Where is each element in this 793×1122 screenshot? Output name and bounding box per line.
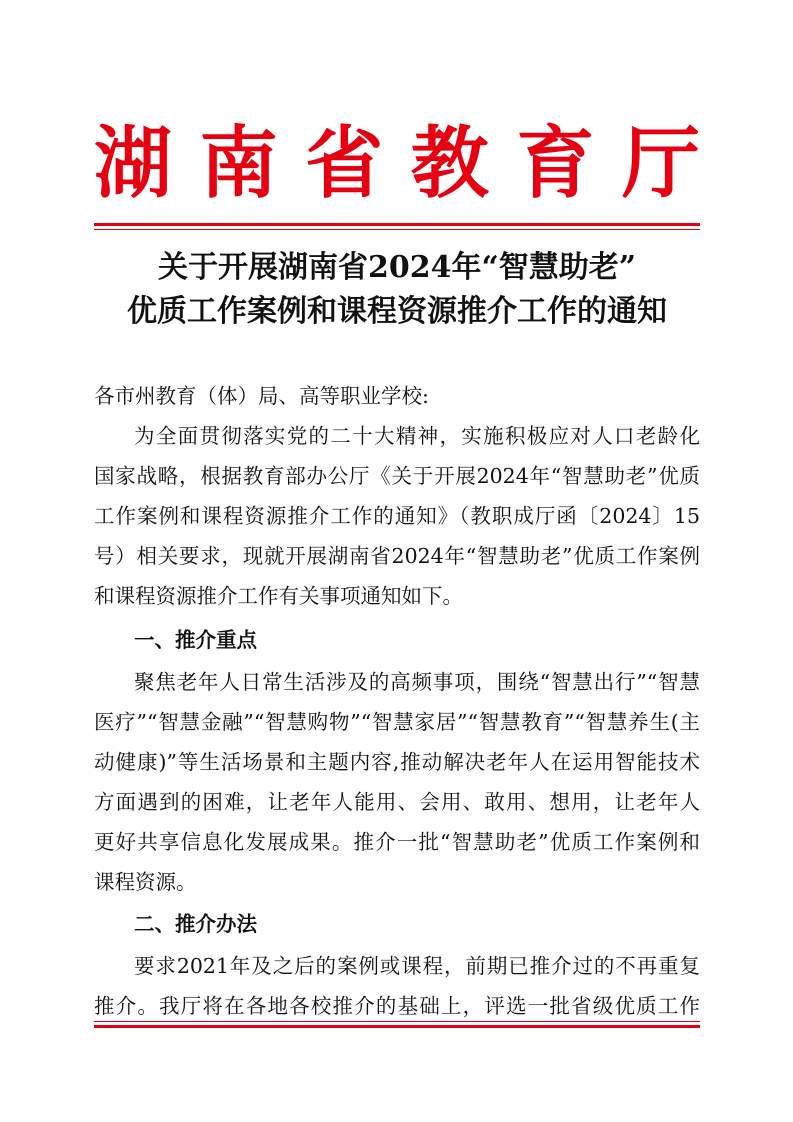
masthead-char: 省 — [305, 119, 384, 209]
red-header-rule-thick — [94, 223, 700, 226]
section-2-line: 要求2021年及之后的案例或课程，前期已推介过的不再重复 — [134, 954, 700, 978]
red-header-rule-thin — [94, 229, 700, 230]
red-footer-rule-thin — [94, 1021, 700, 1022]
section-1-line: 医疗”“智慧金融”“智慧购物”“智慧家居”“智慧教育”“智慧养生(主 — [94, 710, 700, 734]
masthead-char: 南 — [199, 119, 278, 209]
section-1-line: 更好共享信息化发展成果。推介一批“智慧助老”优质工作案例和 — [94, 830, 700, 854]
masthead-char: 湖 — [94, 119, 173, 209]
section-1-line: 聚焦老年人日常生活涉及的高频事项，围绕“智慧出行”“智慧 — [134, 670, 700, 694]
salutation: 各市州教育（体）局、高等职业学校: — [94, 384, 429, 408]
intro-line: 工作案例和课程资源推介工作的通知》（教职成厅函〔2024〕15 — [94, 504, 700, 528]
intro-line: 号）相关要求，现就开展湖南省2024年“智慧助老”优质工作案例 — [94, 544, 700, 568]
section-1-heading: 一、推介重点 — [134, 628, 257, 652]
masthead-char: 教 — [410, 119, 489, 209]
masthead-title — [94, 118, 700, 210]
section-2-heading: 二、推介办法 — [134, 912, 257, 936]
intro-line: 国家战略，根据教育部办公厅《关于开展2024年“智慧助老”优质 — [94, 464, 700, 488]
intro-line: 为全面贯彻落实党的二十大精神，实施积极应对人口老龄化 — [134, 424, 700, 448]
masthead-char: 育 — [516, 119, 595, 209]
section-1-line: 方面遇到的困难，让老年人能用、会用、敢用、想用，让老年人 — [94, 790, 700, 814]
document-title-line-1: 关于开展湖南省2024年“智慧助老” — [157, 250, 636, 285]
masthead-char: 厅 — [621, 119, 700, 209]
section-1-line: 课程资源。 — [94, 870, 197, 894]
red-footer-rule-thick — [94, 1025, 700, 1028]
intro-line: 和课程资源推介工作有关事项通知如下。 — [94, 584, 463, 608]
section-1-line: 动健康)”等生活场景和主题内容,推动解决老年人在运用智能技术 — [94, 750, 700, 774]
section-2-line: 推介。我厅将在各地各校推介的基础上，评选一批省级优质工作 — [94, 994, 700, 1018]
document-title-line-2: 优质工作案例和课程资源推介工作的通知 — [127, 294, 667, 329]
